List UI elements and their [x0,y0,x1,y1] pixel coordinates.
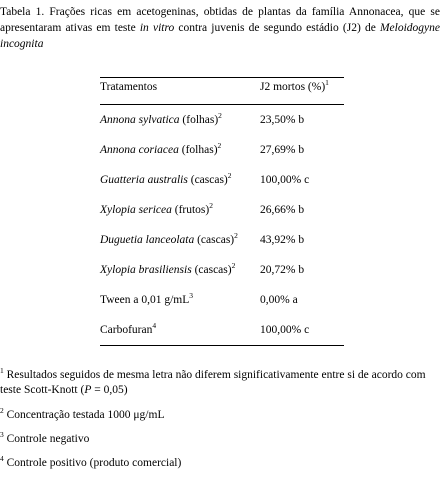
treatment-part: (cascas) [194,233,235,246]
j2-dead-value: 26,66% b [260,203,305,216]
footnote-4 [0,456,440,471]
species-name: Xylopia sericea [100,203,172,216]
footnote-1-text: Resultados seguidos de mesma letra não diferem significativamente entre si de acordo com teste Scott-Knott ( [0,369,426,396]
treatment-part: Tween a 0,01 g/mL [100,293,190,306]
footnote-2-sup: 2 [0,406,4,416]
j2-dead-value: 23,50% b [260,113,305,126]
j2-dead-value: 100,00% c [260,323,310,336]
table-row [100,195,344,225]
treatment-cell [100,255,260,285]
treatment-footnote-ref: 2 [217,140,222,150]
j2-dead-value: 100,00% c [260,173,310,186]
table-row [100,255,344,285]
species-name: Xylopia brasiliensis [100,263,192,276]
treatment-part: (cascas) [187,173,228,186]
species-name: Guatteria australis [100,173,188,186]
footnote-4-sup: 4 [0,454,4,464]
treatment-part: (frutos) [171,203,210,216]
treatment-part: Carbofuran [100,323,153,336]
treatment-footnote-ref: 2 [231,260,236,270]
treatment-part: (cascas) [191,263,232,276]
j2-dead-value: 43,92% b [260,233,305,246]
treatment-cell [100,105,260,136]
header-j2-dead [260,78,344,105]
table-header-row [100,78,344,105]
species-name: Duguetia lanceolata [100,233,195,246]
treatment-cell [100,165,260,195]
treatment-cell [100,135,260,165]
treatment-footnote-ref: 2 [209,200,213,210]
footnote-1 [0,368,440,398]
results-table [100,77,344,346]
treatment-footnote-ref: 2 [234,230,238,240]
species-name: Annona coriacea [100,143,179,156]
table-row [100,135,344,165]
caption-species: Meloidogyne incognita [0,22,440,50]
footnote-2-text: Concentração testada 1000 μg/mL [3,409,165,421]
treatment-cell [100,285,260,315]
footnote-2 [0,408,440,423]
treatment-footnote-ref: 2 [227,170,232,180]
caption-in-vitro: in vitro [139,22,175,34]
table-row [100,225,344,255]
header-treatments: Tratamentos [100,81,158,93]
table-row [100,105,344,136]
treatment-part: (folhas) [178,143,218,156]
caption-text-mid: contra juvenis de segundo estádio (J2) de [174,22,380,34]
table-body [100,105,344,346]
footnote-1-tail: = 0,05) [91,384,128,396]
treatment-cell [100,225,260,255]
footnote-3-sup: 3 [0,430,4,440]
footnote-3 [0,432,440,447]
header-j2-label: J2 mortos (%) [260,81,326,93]
treatment-part: (folhas) [179,113,219,126]
footnote-3-text: Controle negativo [3,433,90,445]
footnote-1-p: P [84,384,92,396]
treatment-footnote-ref: 2 [218,110,222,120]
caption-text: Tabela 1. Frações ricas em acetogeninas, obtidas de plantas da família Annonacea, que se apresentaram ativas em teste [0,6,440,34]
header-j2-sup: 1 [325,78,329,88]
j2-dead-value: 27,69% b [260,143,305,156]
table-caption [0,4,440,52]
treatment-footnote-ref: 4 [152,320,157,330]
j2-dead-value: 0,00% a [260,293,298,306]
j2-dead-value: 20,72% b [260,263,305,276]
treatment-cell [100,195,260,225]
footnote-4-text: Controle positivo (produto comercial) [3,457,182,469]
table-row [100,165,344,195]
table-row [100,285,344,315]
treatment-footnote-ref: 3 [189,290,194,300]
treatment-cell [100,315,260,346]
footnote-1-sup: 1 [0,366,4,376]
species-name: Annona sylvatica [100,113,180,126]
table-row [100,315,344,346]
